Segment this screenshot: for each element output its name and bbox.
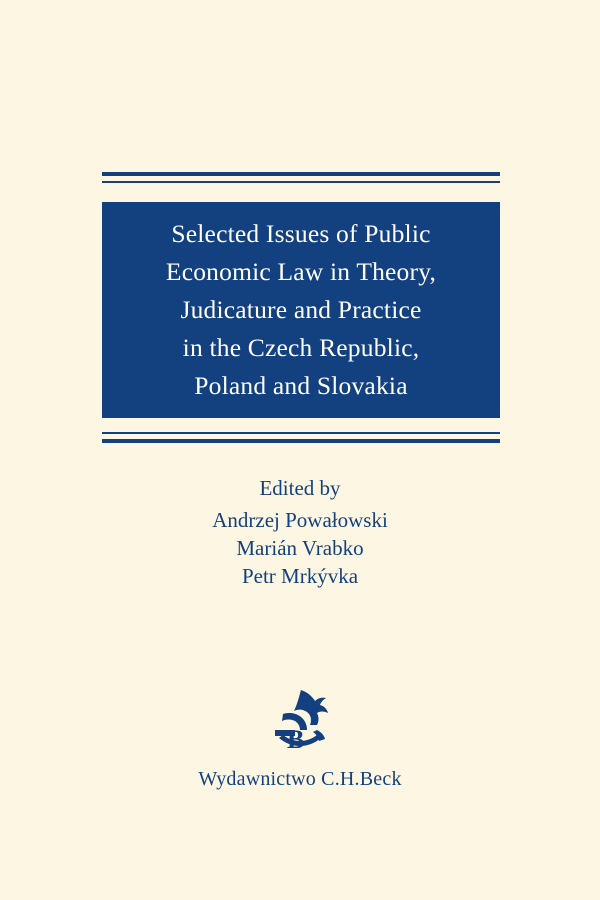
editors-block xyxy=(0,474,600,590)
editors-lead: Edited by xyxy=(259,476,341,500)
svg-text:B: B xyxy=(287,725,305,754)
bottom-rule-group xyxy=(102,432,500,443)
title-line-2: Economic Law in Theory, xyxy=(165,257,437,286)
title-line-1: Selected Issues of Public xyxy=(171,219,431,248)
publisher-block xyxy=(0,686,600,791)
publisher-name: Wydawnictwo C.H.Beck xyxy=(198,768,402,790)
title-line-5: Poland and Slovakia xyxy=(194,371,408,400)
title-line-4: in the Czech Republic, xyxy=(182,333,420,362)
rule-thin-top xyxy=(102,181,500,183)
title-line-3: Judicature and Practice xyxy=(180,295,422,324)
editor-name-2: Marián Vrabko xyxy=(236,536,364,560)
editor-name-3: Petr Mrkývka xyxy=(241,564,359,588)
beck-griffin-logo-icon xyxy=(257,686,343,758)
editor-name-1: Andrzej Powałowski xyxy=(212,508,388,532)
top-rule-group xyxy=(102,172,500,183)
title-block xyxy=(102,202,500,418)
rule-thick-bottom xyxy=(102,439,500,443)
